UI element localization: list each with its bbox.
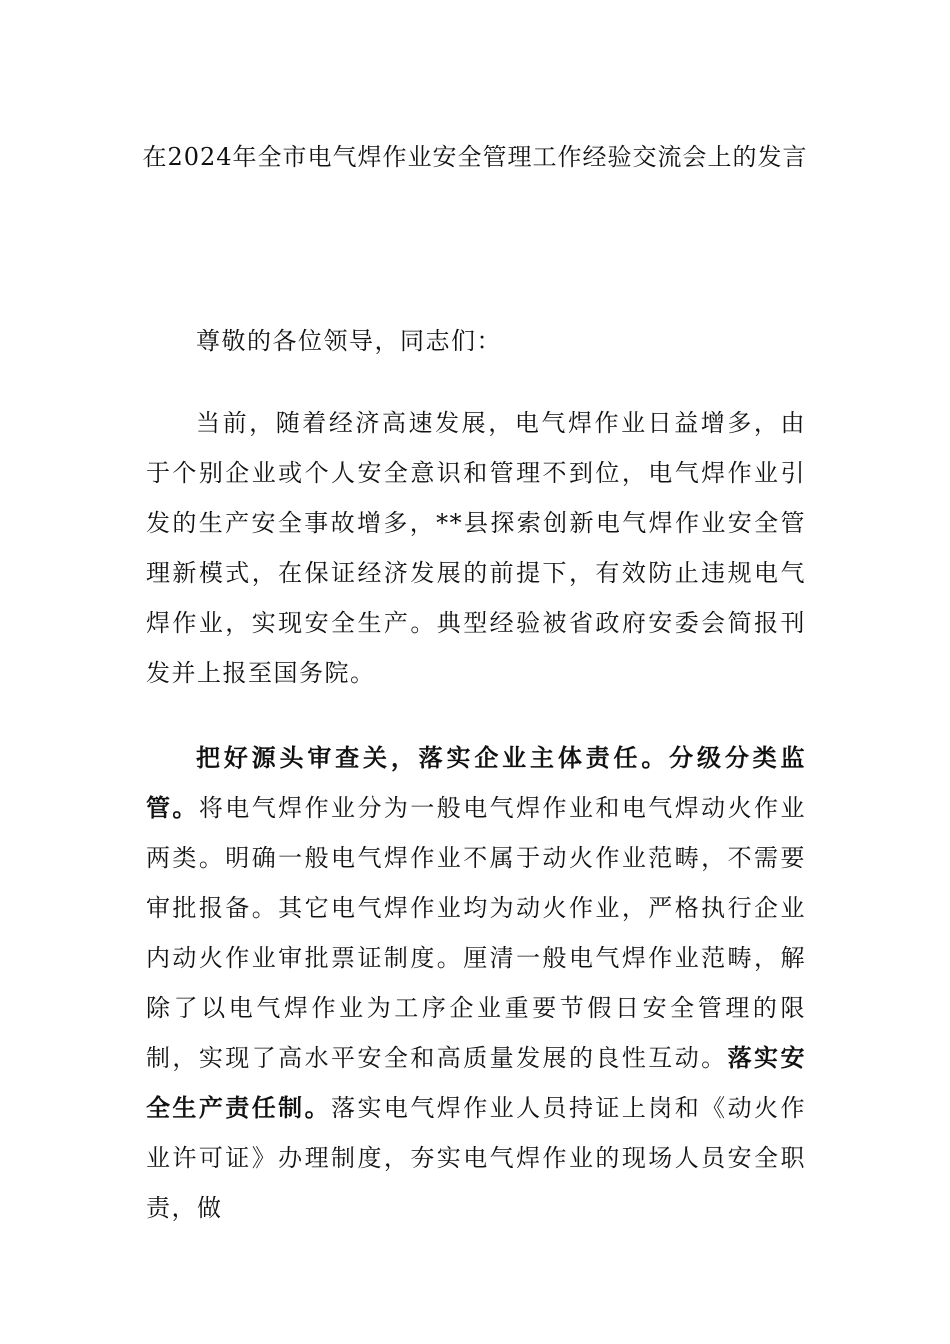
section-heading: 把好源头审查关，落实企业主体责任。 [196, 743, 670, 772]
paragraph-intro: 当前，随着经济高速发展，电气焊作业日益增多，由于个别企业或个人安全意识和管理不到位，电气焊作业引发的生产安全事故增多，**县探索创新电气焊作业安全管理新模式，在保证经济发展的前提下，有效防止违规电气焊作业，实现安全生产。典型经验被省政府安委会简报刊发并上报至国务院。 [146, 409, 806, 687]
paragraph-section-one [146, 733, 806, 1233]
salutation: 尊敬的各位领导，同志们： [196, 327, 502, 355]
subsection-title-responsibility: 落实安全生产责任制。 [146, 1043, 806, 1122]
subsection-text-responsibility: 落实电气焊作业人员持证上岗和《动火作业许可证》办理制度，夯实电气焊作业的现场人员安全职责，做 [146, 1094, 806, 1222]
subsection-title-classification: 分级分类监管。 [146, 743, 807, 822]
document-title: 在2024年全市电气焊作业安全管理工作经验交流会上的发言 [142, 143, 808, 171]
subsection-text-classification: 将电气焊作业分为一般电气焊作业和电气焊动火作业两类。明确一般电气焊作业不属于动火作业范畴，不需要审批报备。其它电气焊作业均为动火作业，严格执行企业内动火作业审批票证制度。厘清一般电气焊作业范畴，解除了以电气焊作业为工序企业重要节假日安全管理的限制，实现了高水平安全和高质量发展的良性互动。 [146, 794, 806, 1072]
